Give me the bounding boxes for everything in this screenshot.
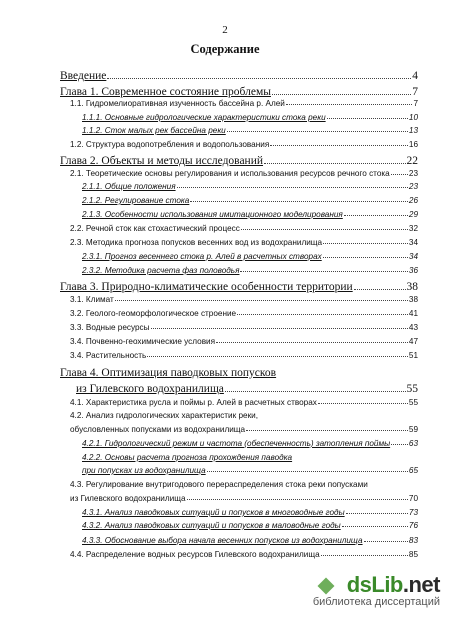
toc-entry bbox=[70, 337, 418, 346]
toc-entry-page: 41 bbox=[408, 309, 418, 318]
toc-entry bbox=[70, 295, 418, 304]
toc-leader-dots bbox=[237, 313, 408, 315]
toc-leader-dots bbox=[190, 200, 408, 202]
toc-entry-title: 2.1.2. Регулирование стока bbox=[82, 196, 190, 205]
toc-entry bbox=[70, 411, 418, 420]
toc-entry bbox=[76, 383, 418, 395]
toc-entry-title: из Гилевского водохранилища bbox=[76, 383, 224, 395]
toc-entry-page: 76 bbox=[408, 521, 418, 530]
toc-leader-dots bbox=[177, 186, 408, 188]
toc-entry bbox=[82, 252, 418, 261]
toc-leader-dots bbox=[270, 144, 408, 146]
toc-entry-title: 2.1.1. Общие положения bbox=[82, 182, 176, 191]
watermark-logo: dsLib.net bbox=[346, 572, 440, 597]
toc-entry bbox=[82, 536, 418, 545]
toc-entry bbox=[82, 210, 418, 219]
toc-leader-dots bbox=[323, 242, 408, 244]
toc-entry-page: 70 bbox=[408, 494, 418, 503]
toc-entry-title: 4.2. Анализ гидрологических характеристик реки, bbox=[70, 411, 259, 420]
toc-entry-page: 23 bbox=[408, 182, 418, 191]
toc-entry-page: 13 bbox=[408, 126, 418, 135]
toc-leader-dots bbox=[147, 355, 408, 357]
toc-entry-title: 3.4. Почвенно-геохимические условия bbox=[70, 337, 216, 346]
toc-entry bbox=[70, 309, 418, 318]
toc-entry bbox=[70, 224, 418, 233]
toc-entry-title: 2.1. Теоретические основы регулирования и использования ресурсов речного стока bbox=[70, 169, 390, 178]
toc-entry-title: 2.3.2. Методика расчета фаз половодья bbox=[82, 266, 240, 275]
toc-entry bbox=[70, 550, 418, 559]
toc-entry-title: 4.3. Регулирование внутригодового перераспределения стока реки попусками bbox=[70, 480, 368, 489]
toc-entry bbox=[70, 398, 418, 407]
toc-entry bbox=[70, 238, 418, 247]
toc-entry-title: 4.1. Характеристика русла и поймы р. Алей в расчетных створах bbox=[70, 398, 317, 407]
toc-entry-title: 4.3.1. Анализ паводковых ситуаций и попусков в многоводные годы bbox=[82, 508, 345, 517]
toc-entry-page: 38 bbox=[406, 281, 418, 293]
toc-entry-title: 4.3.2. Анализ паводковых ситуаций и попусков в маловодные годы bbox=[82, 521, 341, 530]
toc-entry-page: 32 bbox=[408, 224, 418, 233]
toc-entry bbox=[82, 126, 418, 135]
toc-leader-dots bbox=[216, 341, 408, 343]
page-title: Содержание bbox=[190, 42, 260, 56]
toc-leader-dots bbox=[323, 256, 408, 258]
toc-entry-title: 2.1.3. Особенности использования имитационного моделирования bbox=[82, 210, 343, 219]
toc-entry bbox=[82, 266, 418, 275]
toc-entry bbox=[82, 439, 418, 448]
toc-leader-dots bbox=[240, 270, 407, 272]
toc-entry-title: 4.4. Распределение водных ресурсов Гилевского водохранилища bbox=[70, 550, 320, 559]
toc-entry bbox=[70, 323, 418, 332]
toc-leader-dots bbox=[225, 390, 406, 392]
page-number: 2 bbox=[222, 24, 228, 36]
toc-leader-dots bbox=[272, 93, 411, 95]
toc-leader-dots bbox=[391, 443, 408, 445]
toc-entry-page: 22 bbox=[406, 155, 418, 167]
toc-entry bbox=[82, 508, 418, 517]
toc-entry-title: 2.2. Речной сток как стохастический процесс bbox=[70, 224, 240, 233]
toc-entry bbox=[70, 351, 418, 360]
toc-entry-page: 55 bbox=[408, 398, 418, 407]
toc-entry-page: 7 bbox=[412, 86, 418, 98]
toc-entry bbox=[70, 140, 418, 149]
toc-leader-dots bbox=[342, 525, 408, 527]
toc-leader-dots bbox=[321, 554, 408, 556]
toc-entry-title: 1.1.2. Сток малых рек бассейна реки bbox=[82, 126, 226, 135]
toc-entry-page: 10 bbox=[408, 113, 418, 122]
toc-entry-page: 34 bbox=[408, 252, 418, 261]
toc-leader-dots bbox=[354, 288, 406, 290]
toc-entry-page: 36 bbox=[408, 266, 418, 275]
toc-entry-title: Глава 4. Оптимизация паводковых попусков bbox=[60, 367, 277, 379]
toc-entry-title: 1.1.1. Основные гидрологические характеристики стока реки bbox=[82, 113, 326, 122]
toc-entry-title: 3.1. Климат bbox=[70, 295, 114, 304]
toc-entry-page: 4 bbox=[412, 70, 418, 82]
toc-entry-title: 1.2. Структура водопотребления и водопользования bbox=[70, 140, 270, 149]
toc-entry-page: 7 bbox=[413, 99, 418, 108]
toc-entry-title: 4.3.3. Обоснование выбора начала весенних попусков из водохранилища bbox=[82, 536, 363, 545]
toc-entry-page: 65 bbox=[408, 466, 418, 475]
toc-entry-page: 16 bbox=[408, 140, 418, 149]
toc-entry bbox=[82, 453, 418, 462]
toc-entry-title: Глава 1. Современное состояние проблемы bbox=[60, 86, 271, 98]
toc-entry-page: 83 bbox=[408, 536, 418, 545]
toc-leader-dots bbox=[318, 402, 408, 404]
toc-leader-dots bbox=[286, 103, 413, 105]
toc-entry-title: 4.2.2. Основы расчета прогноза прохождения паводка bbox=[82, 453, 293, 462]
toc-entry bbox=[82, 113, 418, 122]
toc-leader-dots bbox=[246, 429, 408, 431]
watermark-tagline: библиотека диссертаций bbox=[312, 596, 440, 608]
toc-leader-dots bbox=[327, 117, 408, 119]
toc-entry-page: 29 bbox=[408, 210, 418, 219]
toc-entry bbox=[70, 99, 418, 108]
toc-entry bbox=[60, 281, 418, 293]
toc-entry bbox=[70, 169, 418, 178]
toc-entry-title: Глава 3. Природно-климатические особенности территории bbox=[60, 281, 353, 293]
toc-entry bbox=[70, 425, 418, 434]
toc-leader-dots bbox=[207, 470, 408, 472]
toc-entry-title: 4.2.1. Гидрологический режим и частота (обеспеченность) затопления поймы bbox=[82, 439, 391, 448]
toc-entry-page: 34 bbox=[408, 238, 418, 247]
toc-entry-page: 85 bbox=[408, 550, 418, 559]
toc-entry bbox=[82, 466, 418, 475]
toc-entry bbox=[60, 367, 418, 379]
toc-entry-title: из Гилевского водохранилища bbox=[70, 494, 186, 503]
toc-leader-dots bbox=[151, 327, 408, 329]
toc-entry-page: 55 bbox=[406, 383, 418, 395]
toc-entry-title: 3.3. Водные ресурсы bbox=[70, 323, 150, 332]
toc-entry-page: 38 bbox=[408, 295, 418, 304]
toc-leader-dots bbox=[107, 77, 411, 79]
toc-leader-dots bbox=[391, 173, 408, 175]
toc-entry bbox=[60, 70, 418, 82]
toc-entry-title: обусловленных попусками из водохранилища bbox=[70, 425, 246, 434]
toc-entry bbox=[60, 155, 418, 167]
toc-entry-page: 63 bbox=[408, 439, 418, 448]
toc-entry-page: 51 bbox=[408, 351, 418, 360]
toc-entry-title: при попусках из водохранилища bbox=[82, 466, 206, 475]
toc-entry-title: Глава 2. Объекты и методы исследований bbox=[60, 155, 264, 167]
toc-entry-page: 43 bbox=[408, 323, 418, 332]
toc-entry bbox=[82, 196, 418, 205]
toc-leader-dots bbox=[241, 228, 408, 230]
toc-entry-title: Введение bbox=[60, 70, 107, 82]
toc-entry bbox=[70, 480, 418, 489]
toc-leader-dots bbox=[346, 512, 408, 514]
toc-entry bbox=[60, 86, 418, 98]
toc-entry-title: 3.4. Растительность bbox=[70, 351, 147, 360]
toc-entry-title: 2.3. Методика прогноза попусков весенних вод из водохранилища bbox=[70, 238, 323, 247]
toc-entry-title: 3.2. Геолого-геоморфологическое строение bbox=[70, 309, 237, 318]
toc-leader-dots bbox=[264, 162, 405, 164]
toc-entry bbox=[82, 182, 418, 191]
watermark bbox=[313, 572, 440, 608]
toc-leader-dots bbox=[364, 540, 408, 542]
toc-entry-page: 23 bbox=[408, 169, 418, 178]
toc-entry-title: 2.3.1. Прогноз весеннего стока р. Алей в расчетных створах bbox=[82, 252, 322, 261]
toc-leader-dots bbox=[187, 498, 408, 500]
toc-leader-dots bbox=[115, 299, 408, 301]
toc-entry bbox=[70, 494, 418, 503]
toc-entry-page: 26 bbox=[408, 196, 418, 205]
toc-entry bbox=[82, 521, 418, 530]
toc-entry-page: 59 bbox=[408, 425, 418, 434]
toc-leader-dots bbox=[344, 214, 408, 216]
toc-entry-title: 1.1. Гидромелиоративная изученность бассейна р. Алей bbox=[70, 99, 285, 108]
toc-leader-dots bbox=[227, 130, 408, 132]
toc-entry-page: 47 bbox=[408, 337, 418, 346]
toc-entry-page: 73 bbox=[408, 508, 418, 517]
